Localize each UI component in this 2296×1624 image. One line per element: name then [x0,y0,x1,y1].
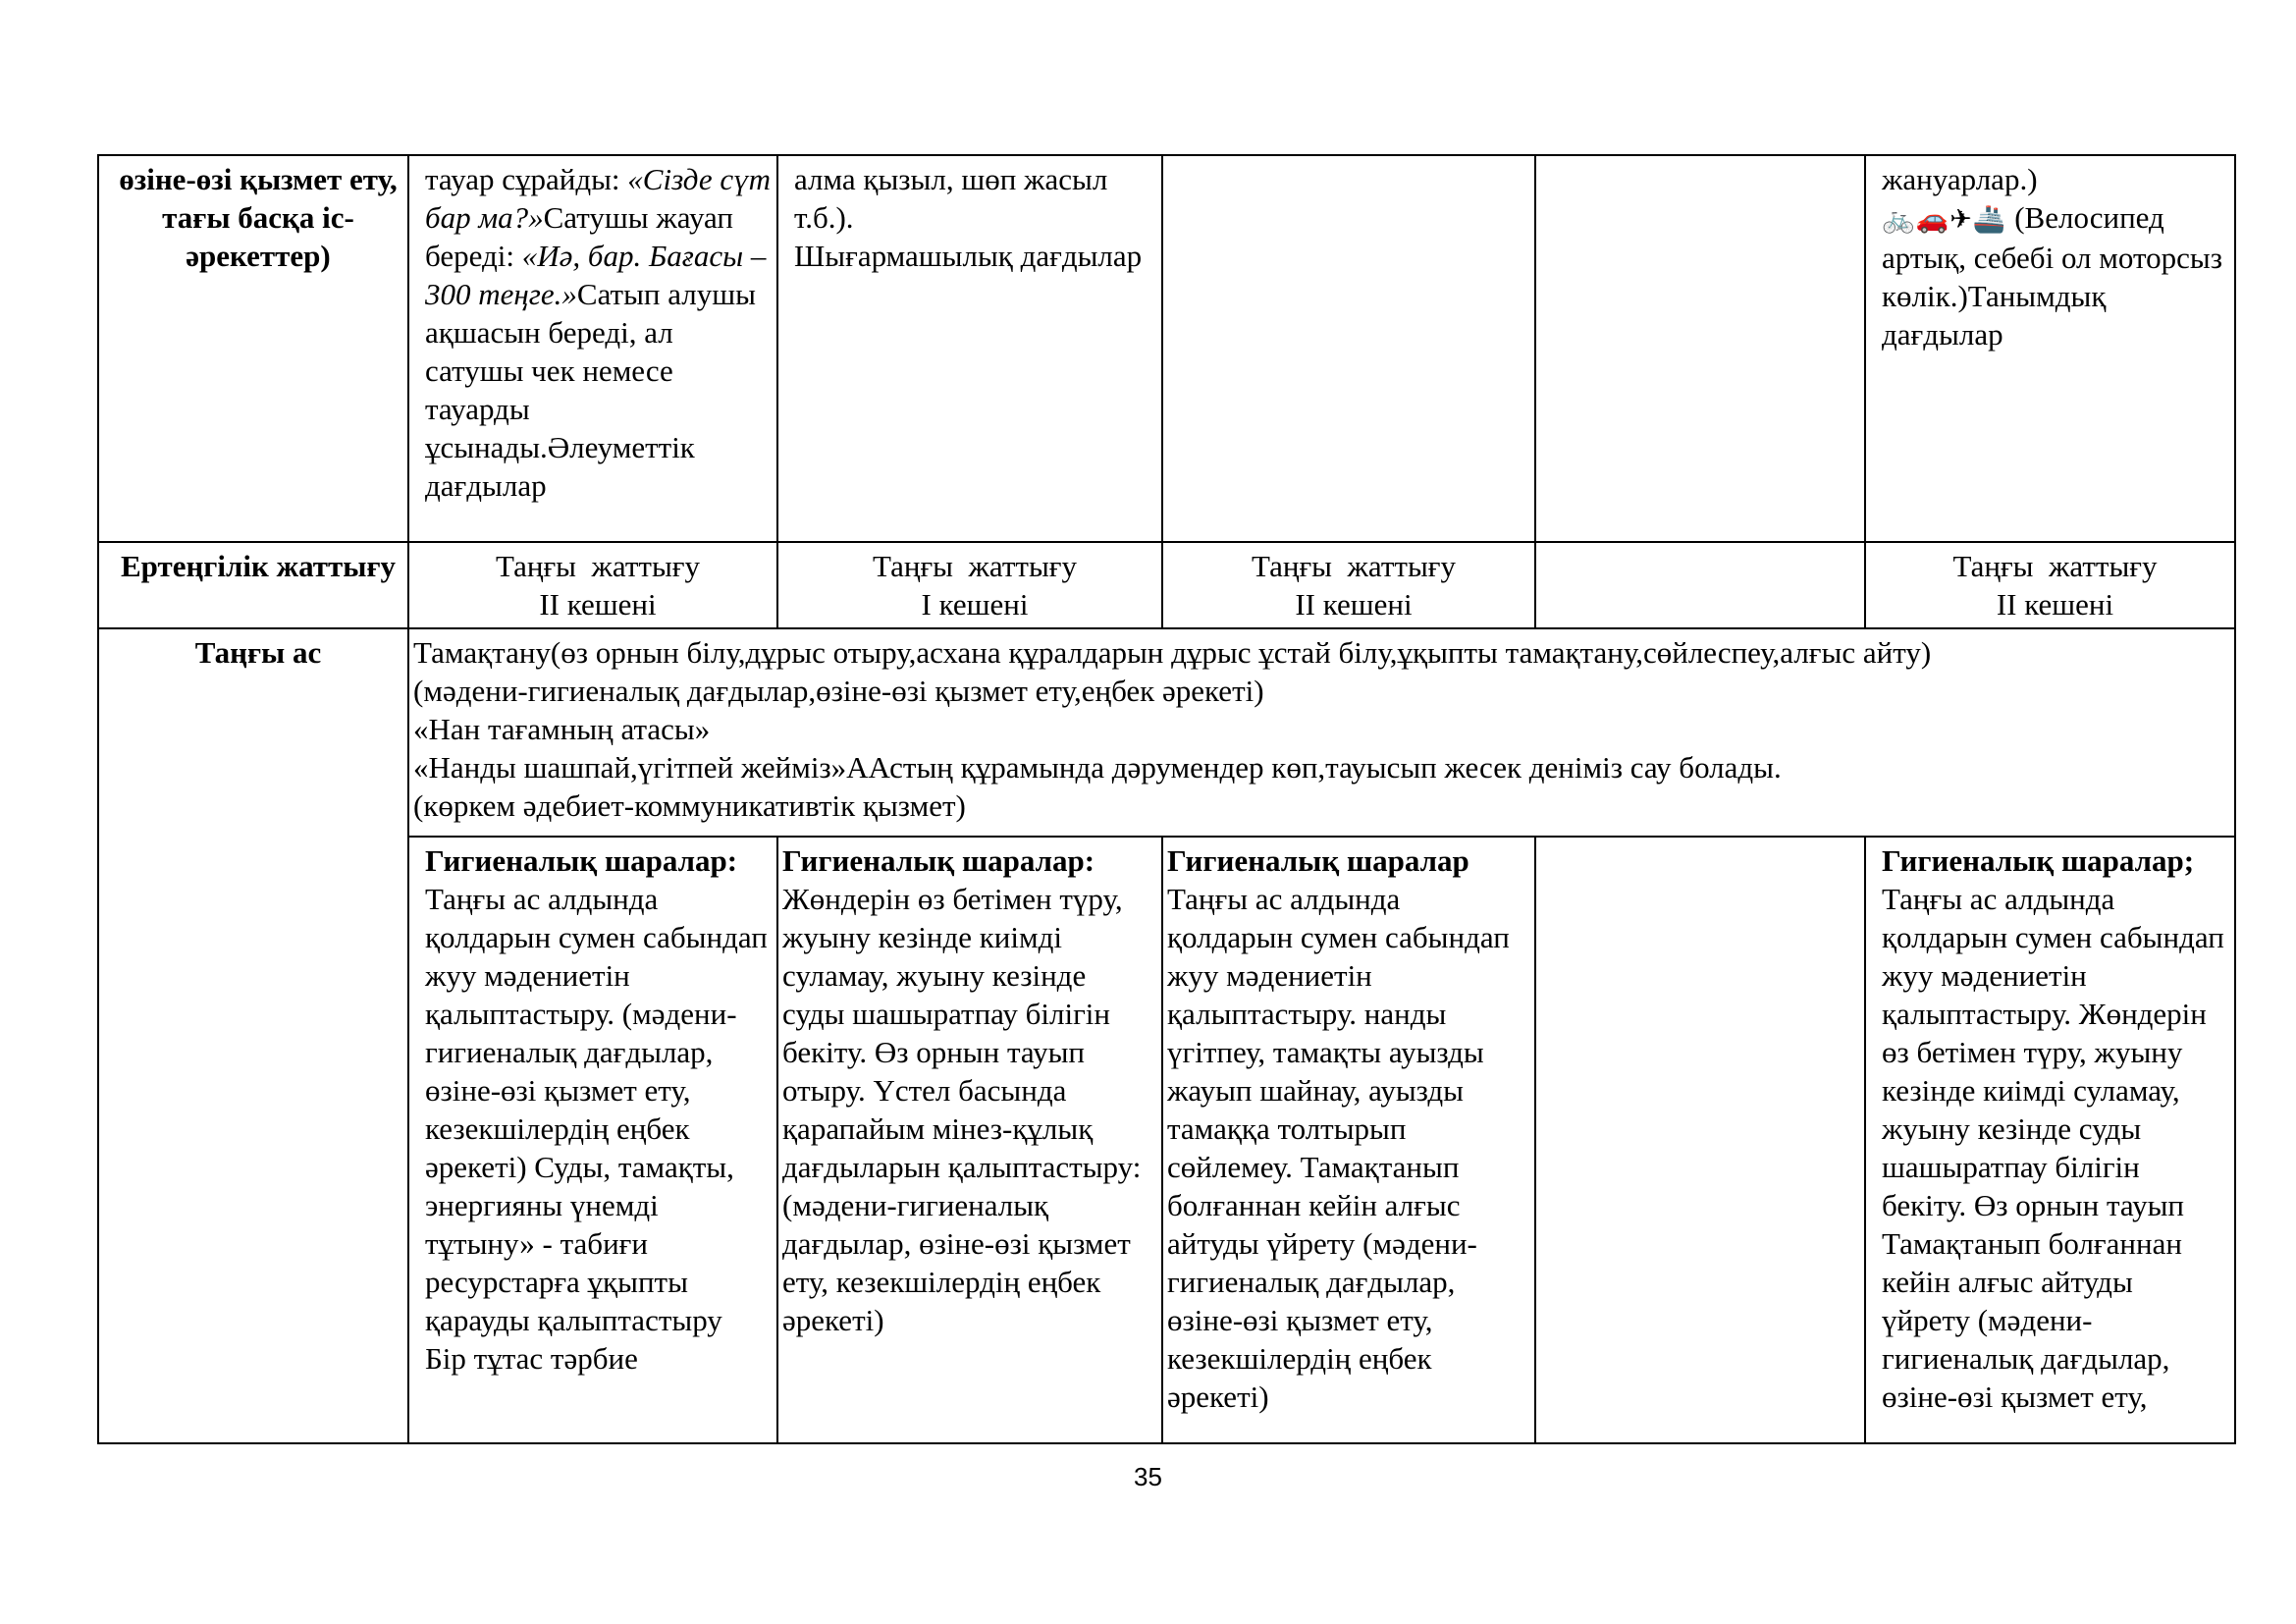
cell-row1-col5 [1865,155,2235,542]
cell-text: Таңғы жаттығу ІІ кешені [495,549,701,622]
general-line: (көркем әдебиет-коммуникативтік қызмет) [413,788,966,823]
row-label-morning-exercise [98,542,408,628]
cell-row3-col5 [1865,837,2235,1443]
table-row-breakfast-general [98,628,2235,837]
cell-row2-col2 [777,542,1162,628]
cell-text: Сатып алушы ақшасын береді, ал сатушы чек немесе тауарды ұсынады.Әлеуметтік дағдылар [425,277,756,503]
general-line: (мәдени-гигиеналық дағдылар,өзіне-өзі қызмет ету,еңбек әрекеті) [413,674,1264,708]
cell-italic-text: «Иә, бар. Бағасы – 300 теңге.» [425,239,767,311]
hygiene-heading: Гигиеналық шаралар: [782,843,1095,878]
general-line: «Нанды шашпай,үгітпей жейміз»ААстың құрамында дәрумендер көп,тауысып жесек деніміз сау болады. [413,750,1782,785]
cell-text: тауар сұрайды: [425,162,628,196]
table-row-breakfast-hygiene [98,837,2235,1443]
cell-text: Таңғы жаттығу ІІ кешені [1952,549,2158,622]
cell-italic-text: «Сізде сүт бар ма?» [425,162,771,235]
cell-row1-col2 [777,155,1162,542]
table-row-morning-exercise [98,542,2235,628]
cell-row3-col3 [1162,837,1535,1443]
cell-text: Таңғы жаттығу ІІ кешені [1251,549,1457,622]
row-label-breakfast [98,628,408,1443]
table-row-self-service [98,155,2235,542]
cell-text: Жөндерін өз бетімен түру, жуыну кезінде киімді суламау, жуыну кезінде суды шашыратпау білігін бекіту. Өз орнын тауып отыру. Үстел басында қарапайым мінез-құлық дағдыларын қалыптастыру: (мәдени-гигиеналық дағдылар, өзіне-өзі қызмет ету, кезекшілердің еңбек әрекеті) [782,882,1142,1337]
row-label-text: өзіне-өзі қызмет ету, тағы басқа іс-әрекеттер) [119,162,398,273]
daily-plan-table [97,154,2236,1444]
cell-row1-col4 [1535,155,1865,542]
hygiene-heading: Гигиеналық шаралар [1167,843,1469,878]
cell-row3-col1 [408,837,777,1443]
cell-row1-col1 [408,155,777,542]
cell-row1-col3 [1162,155,1535,542]
row-label-text: Таңғы ас [194,635,322,670]
cell-row2-col3 [1162,542,1535,628]
cell-row3-col4 [1535,837,1865,1443]
hygiene-heading: Гигиеналық шаралар; [1882,843,2195,878]
cell-text: Таңғы ас алдында қолдарын сумен сабындап жуу мәдениетін қалыптастыру. (мәдени-гигиеналық дағдылар, өзіне-өзі қызмет ету, кезекшілердің еңбек әрекеті) Суды, тамақты, энергияны үнемді тұтыну» - табиғи ресурстарға ұқыпты қарауды қалыптастыру Бір тұтас тәрбие [425,882,768,1376]
cell-row2-col4 [1535,542,1865,628]
cell-text: Сатушы жауап береді: [425,200,733,273]
page-number: 35 [1134,1462,1162,1491]
row-label-text: Ертеңгілік жаттығу [120,549,397,583]
transport-icons: 🚲🚗✈🚢 [1882,204,2007,235]
cell-text: (Велосипед артық, себебі ол моторсыз көлік.)Танымдық дағдылар [1882,200,2222,352]
general-line: Тамақтану(өз орнын білу,дұрыс отыру,асхана құралдарын дұрыс ұстай білу,ұқыпты тамақтану,сөйлеспеу,алғыс айту) [413,635,1932,670]
cell-text: Таңғы ас алдында қолдарын сумен сабындап жуу мәдениетін қалыптастыру. нанды үгітпеу, тамақты ауызды жауып шайнау, ауызды тамаққа толтырып сөйлемеу. Тамақтанып болғаннан кейін алғыс айтуды үйрету (мәдени-гигиеналық дағдылар, өзіне-өзі қызмет ету, кезекшілердің еңбек әрекеті) [1167,882,1510,1414]
hygiene-heading: Гигиеналық шаралар: [425,843,738,878]
cell-breakfast-general [408,628,2235,837]
cell-row2-col1 [408,542,777,628]
cell-text: алма қызыл, шөп жасыл т.б.). Шығармашылық дағдылар [794,162,1143,273]
cell-text: Таңғы ас алдында қолдарын сумен сабындап жуу мәдениетін қалыптастыру. Жөндерін өз бетімен түру, жуыну кезінде киімді суламау, жуыну кезінде суды шашыратпау білігін бекіту. Өз орнын тауып Тамақтанып болғаннан кейін алғыс айтуды үйрету (мәдени-гигиеналық дағдылар, өзіне-өзі қызмет ету, [1882,882,2224,1414]
cell-text: Таңғы жаттығу І кешені [872,549,1078,622]
row-label-self-service [98,155,408,542]
cell-text: жануарлар.) [1882,162,2038,196]
general-line: «Нан тағамның атасы» [413,712,711,746]
cell-row3-col2 [777,837,1162,1443]
cell-row2-col5 [1865,542,2235,628]
